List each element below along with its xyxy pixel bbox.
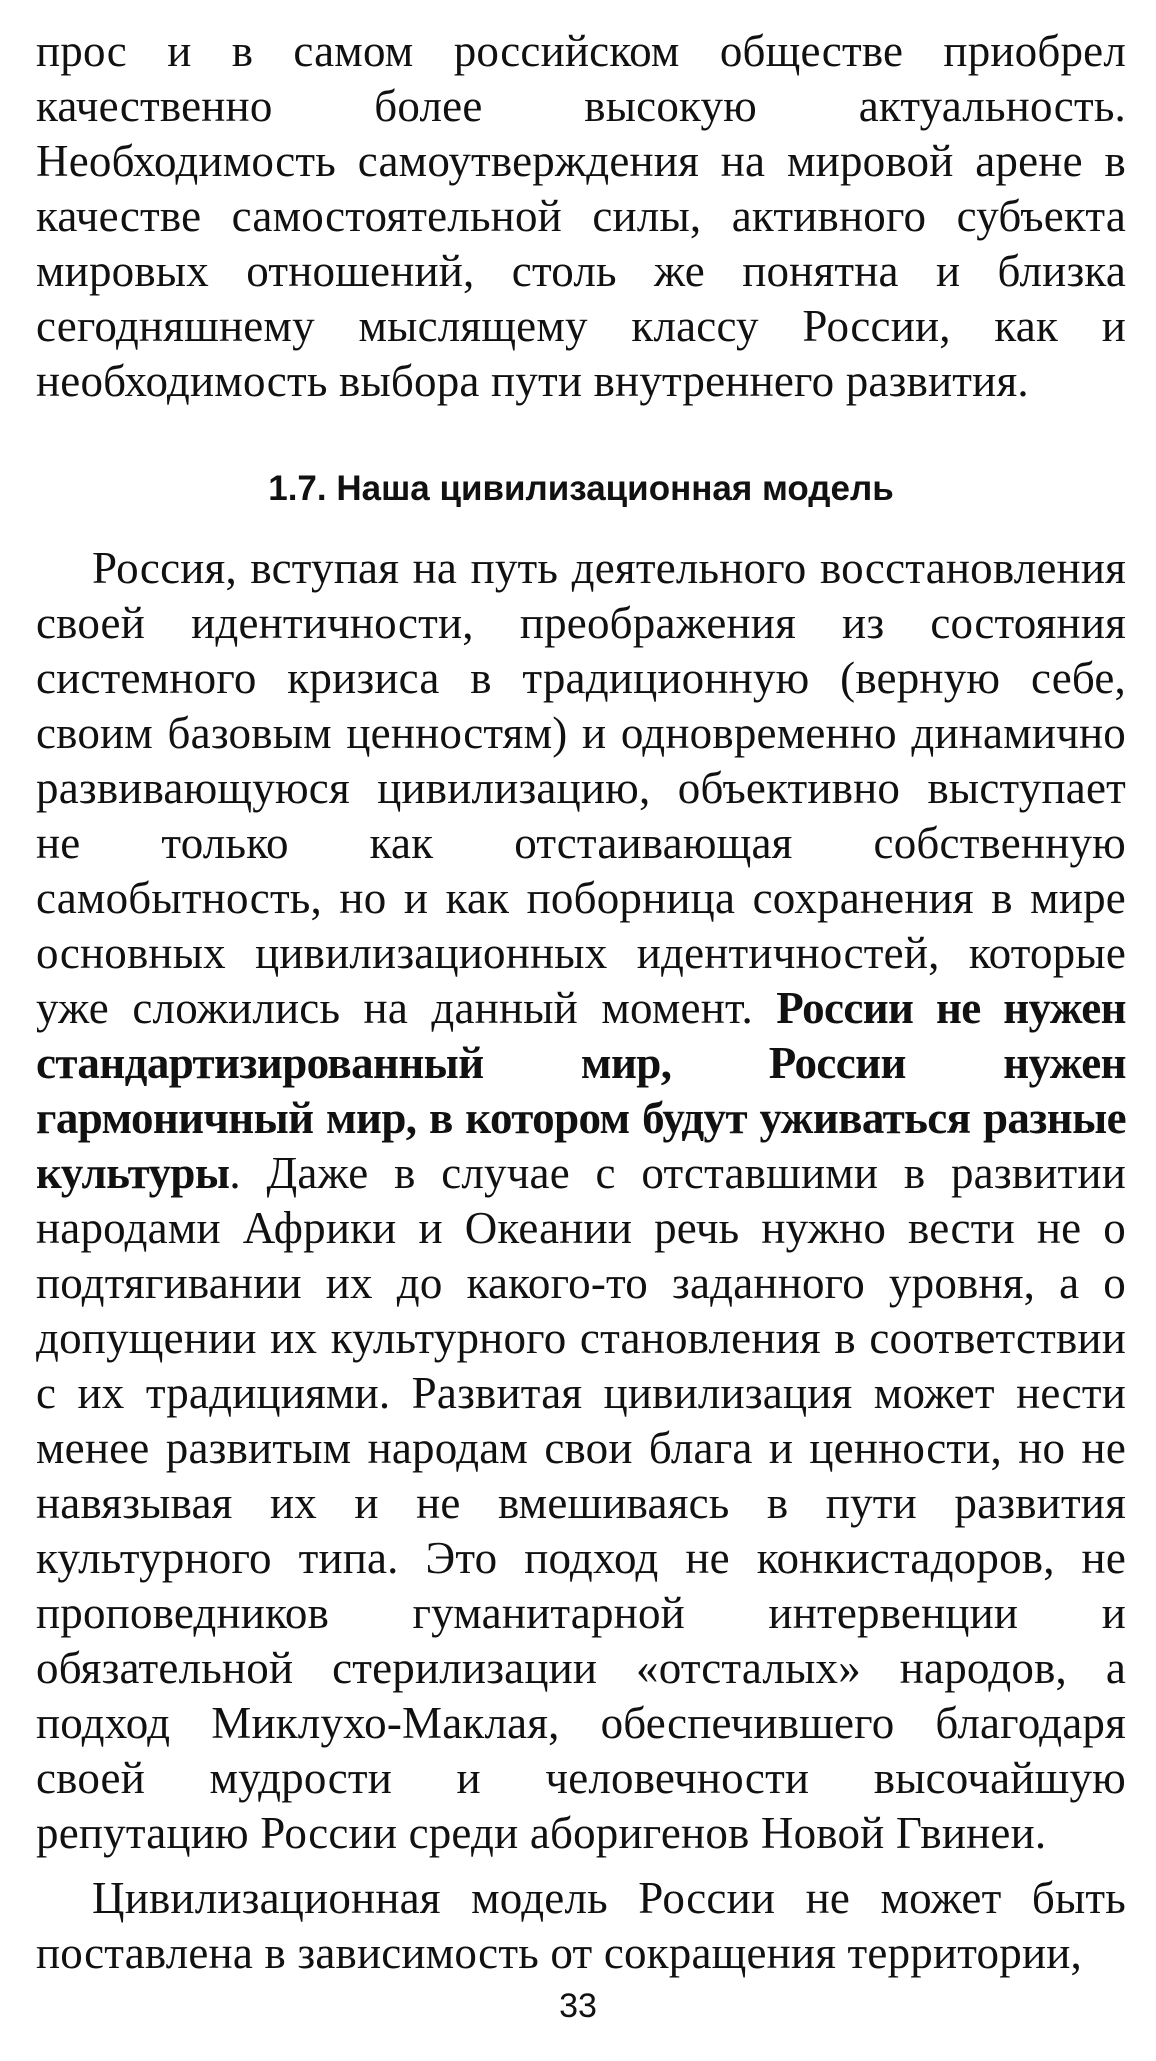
book-page bbox=[36, 24, 1126, 1981]
bold-emphasis-text: России не нужен стандартизированный мир, России нужен гармоничный мир, в котором будут уживаться разные культуры bbox=[36, 983, 1126, 1198]
intro-paragraph: прос и в самом российском обществе приобрел качественно более высокую актуальность. Необходимость самоутверждения на мировой арене в качестве самостоятельной силы, активного субъекта мировых отношений, столь же понятна и близка сегодняшнему мыслящему классу России, как и необходимость выбора пути внутреннего развития. bbox=[36, 26, 1126, 406]
paragraph-civilization-model bbox=[36, 541, 1126, 1861]
section-heading: 1.7. Наша цивилизационная модель bbox=[268, 469, 894, 508]
paragraph-territory: Цивилизационная модель России не может быть поставлена в зависимость от сокращения территории, bbox=[36, 1873, 1126, 1978]
paragraph-text-part-1: Россия, вступая на путь деятельного восстановления своей идентичности, преображения из состояния системного кризиса в традиционную (верную себе, своим базовым ценностям) и одновременно динамично развивающуюся цивилизацию, объективно выступает не только как отстаивающая собственную самобытность, но и как поборница сохранения в мире основных цивилизационных идентичностей, которые уже сложились на данный момент. bbox=[36, 543, 1126, 1033]
page-number: 33 bbox=[559, 1987, 597, 2025]
paragraph-text-part-2: . Даже в случае с отставшими в развитии народами Африки и Океании речь нужно вести не о подтягивании их до какого-то заданного уровня, а о допущении их культурного становления в соответствии с их традициями. Развитая цивилизация может нести менее развитым народам свои блага и ценности, но не навязывая их и не вмешиваясь в пути развития культурного типа. Это подход не конкистадоров, не проповедников гуманитарной интервенции и обязательной стерилизации «отсталых» народов, а подход Миклухо-Маклая, обеспечившего благодаря своей мудрости и человечности высочайшую репутацию России среди аборигенов Новой Гвинеи. bbox=[36, 1148, 1126, 1858]
